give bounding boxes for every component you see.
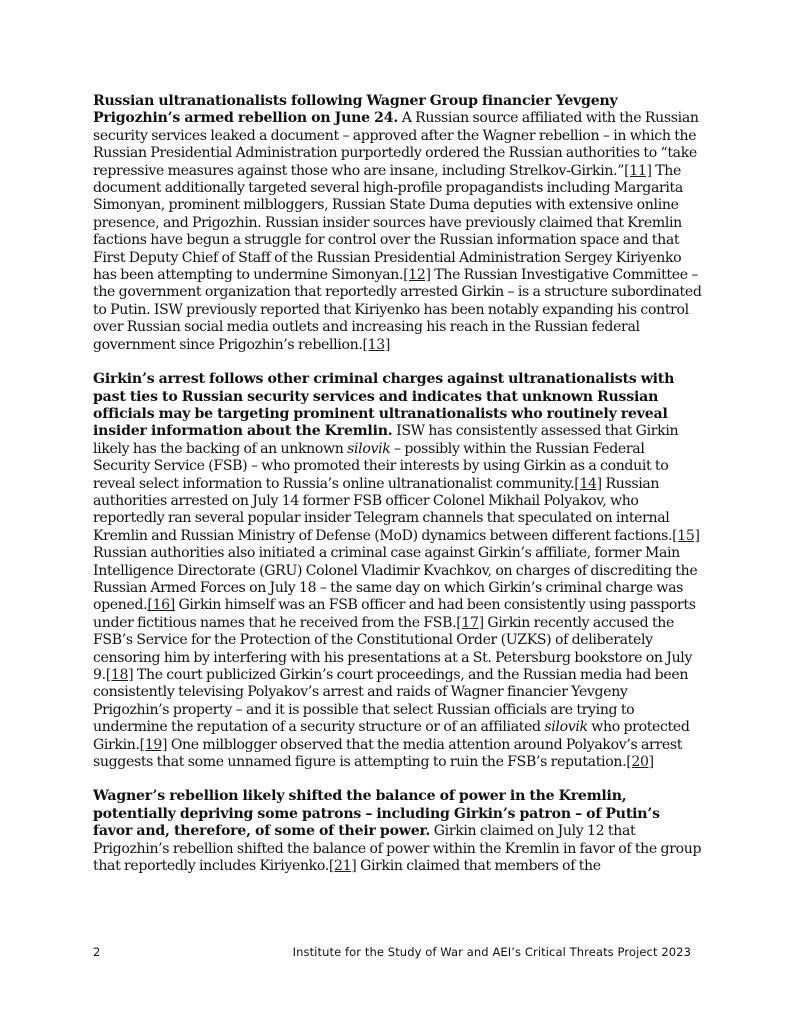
footnote-link[interactable]: [18] — [105, 667, 134, 683]
footnote-link[interactable]: [20] — [626, 754, 654, 771]
paragraph-2 — [93, 371, 703, 771]
footnote-link[interactable]: [15] — [672, 527, 700, 544]
emphasized-term: silovik — [347, 440, 391, 457]
body-text: The Russian Investigative Committee – the government organization that reportedly arrested Girkin – is a structure subordinated to Putin. ISW previously reported that Kiriyenko has been notably expanding his control over Russian social media outlets and increasing his reach in the Russian federal government since Prigozhin’s rebellion. — [93, 267, 702, 353]
footnote-link[interactable]: [21] — [328, 858, 357, 875]
emphasized-term: silovik — [544, 719, 588, 736]
body-text: One milblogger observed that the media attention around Polyakov’s arrest suggests that some unnamed figure is attempting to ruin the FSB’s reputation. — [93, 736, 683, 771]
paragraph-lead: Wagner’s rebellion likely shifted the balance of power in the Kremlin, potentially depriving some patrons – including Girkin’s patron – of Putin’s favor and, therefore, of some of their power. — [93, 788, 660, 840]
footnote-link[interactable]: [11] — [624, 162, 652, 179]
page-number: 2 — [93, 945, 101, 959]
paragraph-3 — [93, 788, 703, 875]
body-text: Girkin claimed on July 12 that Prigozhin’s rebellion shifted the balance of power within the Kremlin in favor of the group that reportedly includes Kiriyenko. — [93, 823, 702, 875]
footnote-link[interactable]: [14] — [574, 475, 602, 492]
footnote-link[interactable]: [19] — [139, 736, 168, 753]
body-text: A Russian source affiliated with the Russian security services leaked a document – approved after the Wagner rebellion – in which the Russian Presidential Administration purportedly ordered the Russian authorities to “take repressive measures against those who are insane, including Strelkov-Girkin.” — [93, 110, 699, 179]
paragraph-1 — [93, 93, 703, 354]
body-text: Girkin himself was an FSB officer and had been consistently using passports under fictitious names that he received from the FSB. — [93, 597, 696, 631]
body-text: who protected Girkin. — [93, 719, 690, 753]
paragraph-lead: Girkin’s arrest follows other criminal charges against ultranationalists with past ties to Russian security services and indicates that unknown Russian officials may be targeting prominent ultranationalists who routinely reveal insider information about the Kremlin. — [93, 371, 675, 440]
body-text: The court publicized Girkin’s court proceedings, and the Russian media had been consistently televising Polyakov’s arrest and raids of Wagner financier Yevgeny Prigozhin’s property – and it is possible that select Russian officials are trying to undermine the reputation of a security structure or of an affiliated — [93, 667, 689, 736]
footnote-link[interactable]: [13] — [362, 336, 390, 353]
body-text: Girkin recently accused the FSB’s Service for the Protection of the Constitutional Order (UZKS) of deliberately censoring him by interfering with his presentations at a St. Petersburg bookstore on July 9. — [93, 614, 693, 683]
body-text: The document additionally targeted several high-profile propagandists including Margarita Simonyan, prominent milbloggers, Russian State Duma deputies with extensive online presence, and Prigozhin. Russian insider sources have previously claimed that Kremlin factions have begun a struggle for control over the Russian information space and that First Deputy Chief of Staff of the Russian Presidential Administration Sergey Kiriyenko has been attempting to undermine Simonyan. — [93, 162, 683, 284]
body-text: Girkin claimed that members of the — [356, 858, 601, 875]
body-text: Russian authorities arrested on July 14 former FSB officer Colonel Mikhail Polyakov, who reportedly ran several popular insider Telegram channels that speculated on internal Kremlin and Russian Ministry of Defense (MoD) dynamics between different factions. — [93, 475, 673, 544]
footnote-link[interactable]: [17] — [456, 614, 484, 631]
paragraph-lead: Russian ultranationalists following Wagner Group financier Yevgeny Prigozhin’s armed rebellion on June 24. — [93, 93, 618, 127]
footnote-link[interactable]: [16] — [147, 597, 175, 614]
page-footer — [93, 945, 691, 963]
footnote-link[interactable]: [12] — [403, 267, 431, 284]
body-content — [93, 93, 703, 892]
body-text: Russian authorities also initiated a criminal case against Girkin’s affiliate, former Main Intelligence Directorate (GRU) Colonel Vladimir Kvachkov, on charges of discrediting the Russian Armed Forces on July 18 – the same day on which Girkin’s criminal charge was opened. — [93, 545, 698, 614]
body-text: ISW has consistently assessed that Girkin likely has the backing of an unknown — [93, 423, 679, 457]
body-text: – possibly within the Russian Federal Security Service (FSB) – who promoted their interests by using Girkin as a conduit to reveal select information to Russia’s online ultranationalist community. — [93, 440, 669, 492]
footer-text: Institute for the Study of War and AEI’s Critical Threats Project 2023 — [292, 945, 691, 959]
